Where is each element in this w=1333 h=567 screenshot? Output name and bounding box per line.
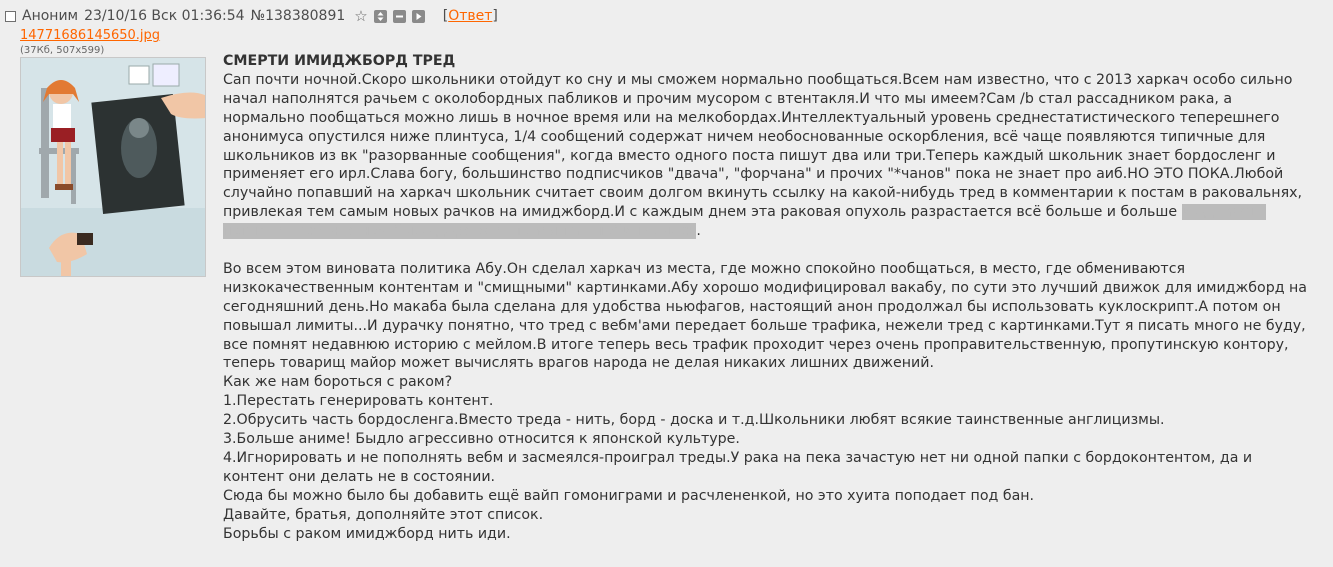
reply-wrap (443, 8, 498, 24)
post-thumbnail[interactable] (20, 57, 206, 277)
closing-line: Давайте, братья, дополняйте этот список. (223, 506, 544, 523)
post-paragraph-1-end: . (696, 223, 701, 240)
list-item: 2.Обрусить часть бордосленга.Вместо треда - нить, борд - доска и т.д.Школьники любят всякие таинственные англицизмы. (223, 412, 1165, 429)
post-paragraph-2: Во всем этом виновата политика Абу.Он сделал харкач из места, где можно спокойно пообщаться, в место, где обмениваются низкокачественным контентам и "смищными" картинками.Абу хорошо модифицировал вакабу, по сути это лучший движок для имиджборд на сегодняшний день.Но макаба была сделана для удобства ньюфагов, настоящий анон продолжал бы использовать куклоскрипт.А потом он повышал лимиты...И дурачку понятно, что тред с вебм'ами передает больше трафика, нежели тред с картинками.Тут я писать много не буду, все помнят недавнюю историю с мейлом.В итоге теперь весь трафик проходит через очень проправительственную, пропутинскую контору, теперь товарищ майор может вычислять врагов народа не делая никаких лишних движений. (223, 260, 1307, 372)
post-body (223, 52, 1308, 544)
reply-bracket-close: ] (492, 8, 498, 24)
reply-link[interactable]: Ответ (448, 8, 493, 24)
paragraph-spacer (223, 241, 1308, 260)
post-header (5, 6, 498, 26)
post-paragraph-1 (223, 71, 1308, 241)
post-paragraph-1-text: Сап почти ночной.Скоро школьники отойдут ко сну и мы сможем нормально пообщаться.Всем нам известно, что с 2013 харкач особо сильно начал наполнятся рачьем с околобордных пабликов и прочим мусором с втентакля.И что мы имеем?Сам /b стал рассадником рака, а нормально пообщаться можно лишь в ночное время или на мелкобордах.Интеллектуальный уровень среднестатистического теперешнего анонимуса опустился ниже плинтуса, 1/4 сообщений содержат ничем необоснованные оскорбления, всё чаще появляются типичные для школьников из вк "разорванные сообщения", когда вместо одного поста пишут два или три.Теперь каждый школьник знает бордосленг и применяет его ирл.Слава богу, большинство подписчиков "двача", "форчана" и прочих "*чанов" пока не знает про аиб.НО ЭТО ПОКА.Любой случайно попавший на харкач школьник считает своим долгом вкинуть ссылку на какой-нибудь тред в комментарии к постам в раковальнях, привлекая тем самым новых рачков на имиджборд.И с каждым днем эта раковая опухоль разрастается всё больше и больше (223, 71, 1303, 221)
list-item: 4.Игнорировать и не пополнять вебм и засмеялся-проиграл треды.У рака на пека зачастую нет ни одной папки с бордоконтентом, да и контент они делать не в состоянии. (223, 450, 1253, 485)
spoiler-text[interactable]: и однажды поглотит всё, что нам было дорого и что мы так любили здесь (223, 204, 1266, 240)
file-link[interactable]: 14771686145650.jpg (20, 28, 161, 43)
closing-line: Сюда бы можно было бы добавить ещё вайп гомониграми и расчлененкой, но это хуита поподает под бан. (223, 487, 1035, 504)
file-meta: (37Кб, 507x599) (20, 45, 105, 56)
star-icon[interactable]: ☆ (354, 6, 368, 25)
list-intro: Как же нам бороться с раком? (223, 374, 453, 391)
post-subject: СМЕРТИ ИМИДЖБОРД ТРЕД (223, 53, 456, 69)
poster-name: Аноним (22, 8, 79, 24)
closing-line: Борьбы с раком имиджборд нить иди. (223, 525, 511, 542)
checkbox-icon[interactable] (5, 11, 16, 22)
list-item: 3.Больше аниме! Быдло агрессивно относится к японской культуре. (223, 431, 740, 448)
minus-icon[interactable] (393, 10, 406, 23)
post-date: 23/10/16 Вск 01:36:54 (84, 8, 245, 24)
updown-icon[interactable] (374, 10, 387, 23)
play-icon[interactable] (412, 10, 425, 23)
list-item: 1.Перестать генерировать контент. (223, 393, 494, 410)
thumbnail-illustration (21, 58, 206, 277)
reply-bracket-open: [ (442, 8, 449, 24)
post-number[interactable]: №138380891 (250, 8, 346, 24)
